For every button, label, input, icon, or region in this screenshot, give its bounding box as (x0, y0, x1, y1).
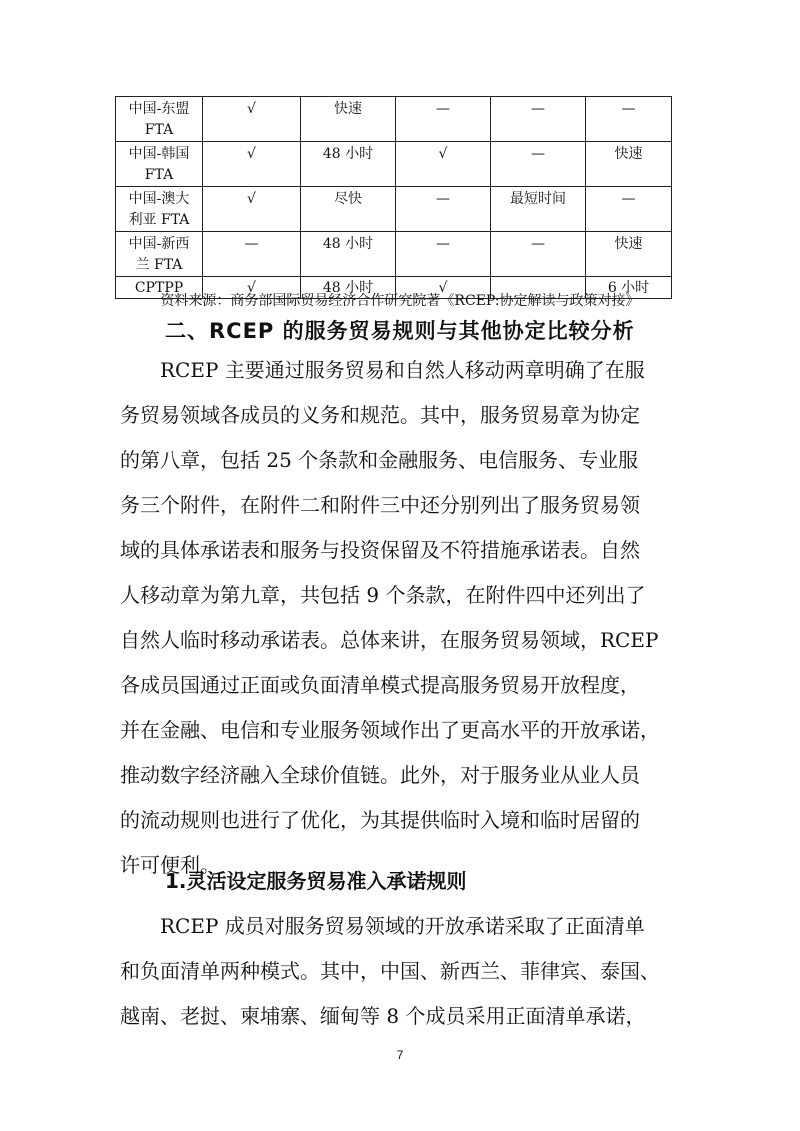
table-row (116, 97, 672, 142)
table-cell (116, 232, 203, 277)
section-heading: 二、RCEP 的服务贸易规则与其他协定比较分析 (165, 319, 635, 343)
table-cell: 48 小时 (301, 142, 396, 187)
page-number: 7 (396, 1048, 404, 1062)
table-cell: √ (396, 277, 491, 299)
paragraph-line: 人移动章为第九章，共包括 9 个条款，在附件四中还列出了 (120, 583, 646, 607)
table-row (116, 142, 672, 187)
table-cell: 48 小时 (301, 232, 396, 277)
table-cell: 快速 (586, 232, 672, 277)
table-cell: — (491, 142, 586, 187)
paragraph-line: 的流动规则也进行了优化，为其提供临时入境和临时居留的 (120, 808, 640, 832)
table-cell-line: 中国-东盟 (128, 101, 190, 117)
table-cell-line: 中国-澳大 (128, 191, 190, 207)
paragraph-line: 和负面清单两种模式。其中，中国、新西兰、菲律宾、泰国、 (120, 959, 660, 983)
table-cell: — (396, 232, 491, 277)
table-row (116, 187, 672, 232)
table-cell-line: FTA (144, 122, 174, 138)
table-cell: 快速 (586, 142, 672, 187)
table-cell-line: 兰 FTA (135, 257, 183, 273)
table-cell: √ (203, 277, 301, 299)
table-source-note: 资料来源：商务部国际贸易经济合作研究院著《RCEP:协定解读与政策对接》 (160, 293, 640, 309)
table-cell: — (203, 232, 301, 277)
table-cell: 48 小时 (301, 277, 396, 299)
body-paragraph (120, 904, 690, 1039)
table-cell: — (491, 97, 586, 142)
paragraph-line: 务贸易领域各成员的义务和规范。其中，服务贸易章为协定 (120, 403, 640, 427)
paragraph-line: RCEP 成员对服务贸易领域的开放承诺采取了正面清单 (120, 914, 645, 938)
paragraph-line: 各成员国通过正面或负面清单模式提高服务贸易开放程度， (120, 673, 640, 697)
table-cell: CPTPP (116, 277, 203, 299)
table-cell-line: FTA (144, 167, 174, 183)
paragraph-line: 越南、老挝、柬埔寨、缅甸等 8 个成员采用正面清单承诺， (120, 1004, 646, 1028)
table-cell: — (491, 232, 586, 277)
table-row (116, 232, 672, 277)
paragraph-line: RCEP 主要通过服务贸易和自然人移动两章明确了在服 (120, 358, 645, 382)
paragraph-line: 务三个附件，在附件二和附件三中还分别列出了服务贸易领 (120, 493, 640, 517)
table-cell: √ (203, 142, 301, 187)
table-cell-line: 利亚 FTA (128, 212, 190, 228)
table-cell: 最短时间 (491, 187, 586, 232)
table-cell: — (396, 187, 491, 232)
table-cell (116, 187, 203, 232)
table-cell: √ (203, 97, 301, 142)
table-cell: 尽快 (301, 187, 396, 232)
table-cell: — (586, 187, 672, 232)
subsection-heading: 1.灵活设定服务贸易准入承诺规则 (165, 869, 467, 893)
paragraph-line: 并在金融、电信和专业服务领域作出了更高水平的开放承诺， (120, 718, 660, 742)
table-cell: — (396, 97, 491, 142)
table-cell-line: 中国-新西 (128, 236, 190, 252)
table-cell: 6 小时 (586, 277, 672, 299)
table-cell: √ (203, 187, 301, 232)
body-paragraph (120, 348, 690, 888)
paragraph-line: 域的具体承诺表和服务与投资保留及不符措施承诺表。自然 (120, 538, 640, 562)
table-cell: — (586, 97, 672, 142)
table-cell (116, 142, 203, 187)
table-cell: √ (396, 142, 491, 187)
paragraph-line: 自然人临时移动承诺表。总体来讲，在服务贸易领域，RCEP (120, 628, 659, 652)
paragraph-line: 的第八章，包括 25 个条款和金融服务、电信服务、专业服 (120, 448, 639, 472)
comparison-table (115, 96, 672, 299)
paragraph-line: 许可便利。 (120, 853, 220, 877)
table-cell (116, 97, 203, 142)
table-cell-line: 中国-韩国 (128, 146, 190, 162)
table-cell: 快速 (301, 97, 396, 142)
paragraph-line: 推动数字经济融入全球价值链。此外，对于服务业从业人员 (120, 763, 640, 787)
